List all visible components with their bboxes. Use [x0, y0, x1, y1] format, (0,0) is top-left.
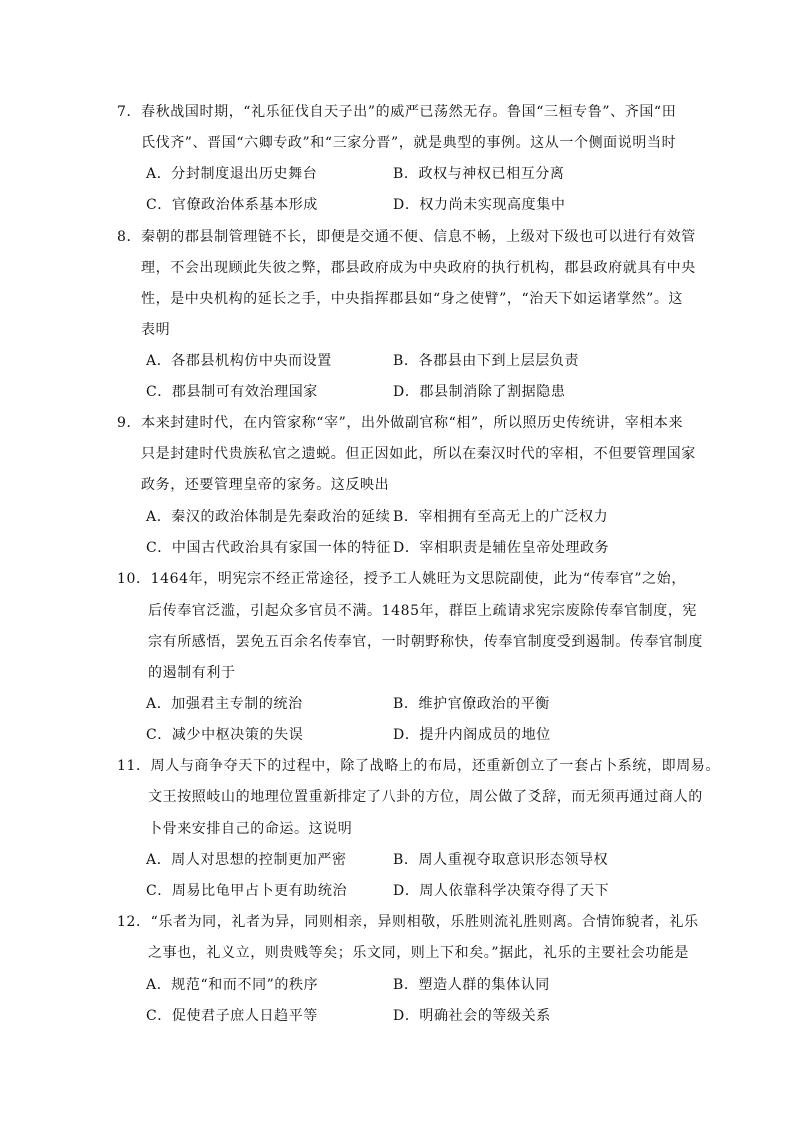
question-7-option-b[interactable]: B．政权与神权已相互分离 — [393, 166, 565, 182]
question-9-option-a[interactable]: A．秦汉的政治体制是先秦政治的延续 — [146, 509, 391, 525]
question-8-option-c[interactable]: C．郡县制可有效治理国家 — [146, 384, 318, 400]
question-8-option-a[interactable]: A．各郡县机构仿中央而设置 — [146, 353, 332, 369]
question-11-stem-line-2: 文王按照岐山的地理位置重新排定了八卦的方位，周公做了爻辞，而无须再通过商人的 — [148, 789, 703, 805]
question-11-stem-line-1: 11．周人与商争夺天下的过程中，除了战略上的布局，还重新创立了一套占卜系统，即周易。 — [117, 758, 721, 774]
question-12-option-b[interactable]: B．塑造人群的集体认同 — [393, 977, 550, 993]
question-8-option-d[interactable]: D．郡县制消除了割据隐患 — [393, 384, 566, 400]
question-9-option-d[interactable]: D．宰相职责是辅佐皇帝处理政务 — [393, 540, 610, 556]
question-12-option-c[interactable]: C．促使君子庶人日趋平等 — [146, 1008, 318, 1024]
question-7-option-a[interactable]: A．分封制度退出历史舞台 — [146, 166, 318, 182]
question-7-stem-line-2: 氏伐齐”、晋国“六卿专政”和“三家分晋”，就是典型的事例。这从一个侧面说明当时 — [141, 135, 677, 151]
question-12-option-d[interactable]: D．明确社会的等级关系 — [393, 1008, 551, 1024]
question-7-option-c[interactable]: C．官僚政治体系基本形成 — [146, 197, 318, 213]
question-9-option-b[interactable]: B．宰相拥有至高无上的广泛权力 — [393, 509, 609, 525]
question-10-option-d[interactable]: D．提升内阁成员的地位 — [393, 727, 551, 743]
question-12-stem-line-1: 12．“乐者为同，礼者为异，同则相亲，异则相敬，乐胜则流礼胜则离。合情饰貌者，礼乐 — [117, 914, 699, 930]
question-7-option-d[interactable]: D．权力尚未实现高度集中 — [393, 197, 566, 213]
question-12-option-a[interactable]: A．规范“和而不同”的秩序 — [146, 977, 319, 993]
question-7-stem-line-1: 7．春秋战国时期，“礼乐征伐自天子出”的威严已荡然无存。鲁国“三桓专鲁”、齐国“田 — [117, 104, 677, 120]
question-8-stem-line-2: 理，不会出现顾此失彼之弊，郡县政府成为中央政府的执行机构，郡县政府就具有中央 — [141, 260, 696, 276]
question-10-option-b[interactable]: B．维护官僚政治的平衡 — [393, 696, 550, 712]
question-10-option-c[interactable]: C．减少中枢决策的失误 — [146, 727, 304, 743]
question-11-option-a[interactable]: A．周人对思想的控制更加严密 — [146, 852, 347, 868]
question-11-option-b[interactable]: B．周人重视夺取意识形态领导权 — [393, 852, 609, 868]
question-9-stem-line-1: 9．本来封建时代，在内管家称“宰”，出外做副官称“相”，所以照历史传统讲，宰相本来 — [117, 415, 684, 431]
question-10-stem-line-1: 10．1464年，明宪宗不经正常途径，授予工人姚旺为文思院副使，此为“传奉官”之始， — [117, 571, 686, 587]
question-8-option-b[interactable]: B．各郡县由下到上层层负责 — [393, 353, 580, 369]
question-8-stem-line-1: 8．秦朝的郡县制管理链不长，即便是交通不便、信息不畅，上级对下级也可以进行有效管 — [117, 229, 696, 245]
question-11-stem-line-3: 卜骨来安排自己的命运。这说明 — [148, 821, 353, 837]
question-11-option-c[interactable]: C．周易比龟甲占卜更有助统治 — [146, 883, 348, 899]
question-10-stem-line-3: 宗有所感悟，罢免五百余名传奉官，一时朝野称快，传奉官制度受到遏制。传奉官制度 — [148, 634, 703, 650]
question-8-stem-line-4: 表明 — [141, 322, 171, 338]
question-10-stem-line-2: 后传奉官泛滥，引起众多官员不满。1485年，群臣上疏请求宪宗废除传奉官制度，宪 — [148, 603, 698, 619]
question-9-stem-line-2: 只是封建时代贵族私官之遗蜕。但正因如此，所以在秦汉时代的宰相，不但要管理国家 — [141, 446, 696, 462]
question-10-stem-line-4: 的遏制有利于 — [148, 665, 236, 681]
question-9-option-c[interactable]: C．中国古代政治具有家国一体的特征 — [146, 540, 391, 556]
question-12-stem-line-2: 之事也，礼义立，则贵贱等矣；乐文同，则上下和矣。”据此，礼乐的主要社会功能是 — [148, 945, 689, 961]
question-10-option-a[interactable]: A．加强君主专制的统治 — [146, 696, 303, 712]
question-9-stem-line-3: 政务，还要管理皇帝的家务。这反映出 — [141, 477, 390, 493]
question-8-stem-line-3: 性，是中央机构的延长之手，中央指挥郡县如“身之使臂”，“治天下如运诸掌然”。这 — [141, 291, 684, 307]
question-11-option-d[interactable]: D．周人依靠科学决策夺得了天下 — [393, 883, 610, 899]
